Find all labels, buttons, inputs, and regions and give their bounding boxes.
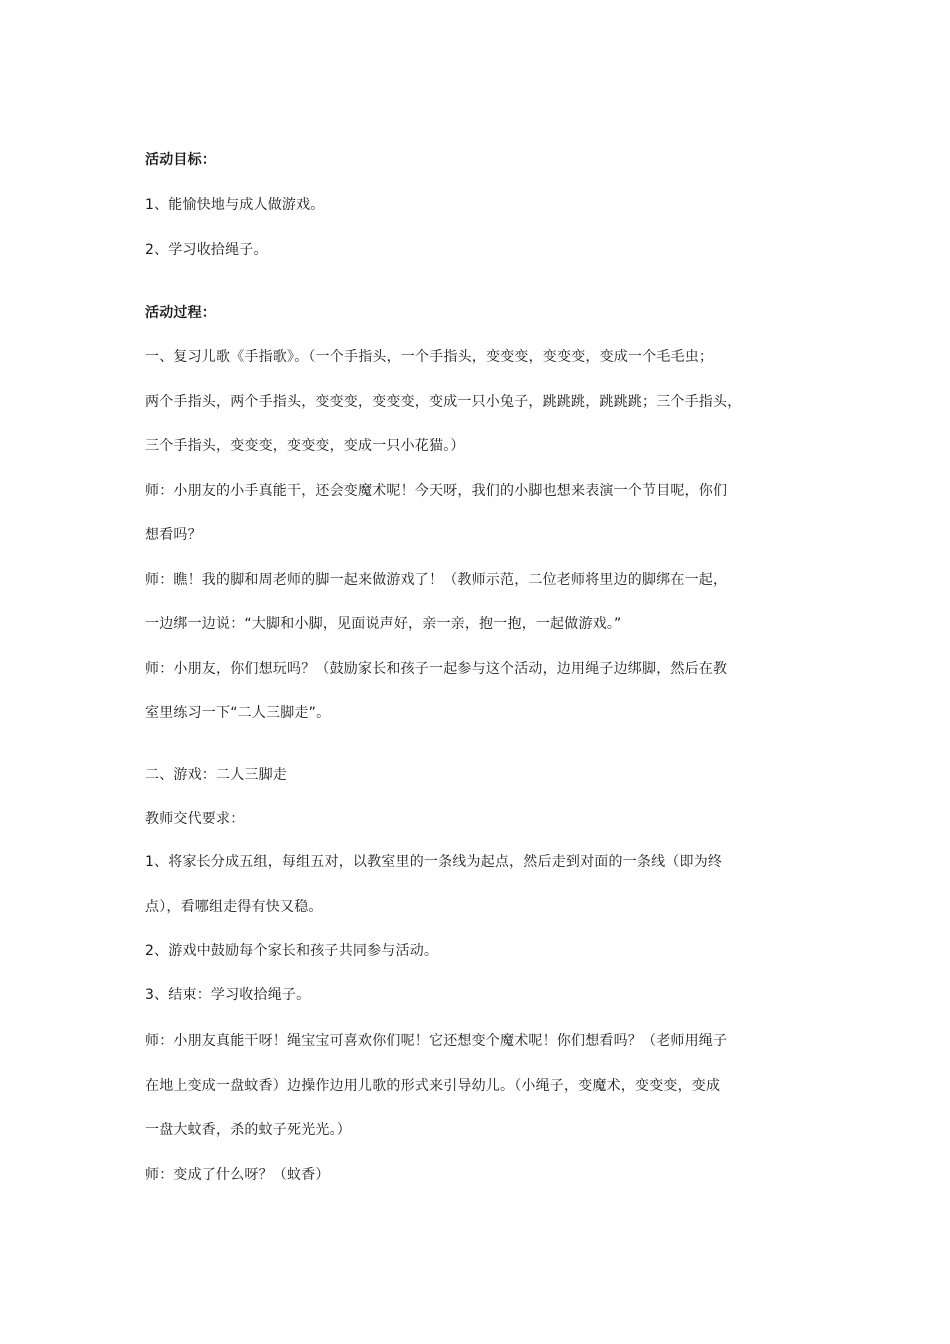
goal-item: 1、能愉快地与成人做游戏。 bbox=[145, 197, 325, 213]
process-line: 一、复习儿歌《手指歌》。（一个手指头，一个手指头，变变变，变变变，变成一个毛毛虫； bbox=[145, 349, 714, 365]
process-line: 两个手指头，两个手指头，变变变，变变变，变成一只小兔子，跳跳跳，跳跳跳；三个手指头， bbox=[145, 394, 742, 410]
game-line: 师：变成了什么呀？（蚊香） bbox=[145, 1167, 330, 1183]
game-line: 2、游戏中鼓励每个家长和孩子共同参与活动。 bbox=[145, 943, 439, 959]
game-line: 一盘大蚊香，杀的蚊子死光光。） bbox=[145, 1122, 351, 1138]
process-line: 想看吗？ bbox=[145, 527, 202, 543]
process-line: 师：小朋友的小手真能干，还会变魔术呢！今天呀，我们的小脚也想来表演一个节目呢，你们 bbox=[145, 483, 728, 499]
process-line: 三个手指头，变变变，变变变，变成一只小花猫。） bbox=[145, 438, 465, 454]
game-line: 1、将家长分成五组，每组五对，以教室里的一条线为起点，然后走到对面的一条线（即为终 bbox=[145, 854, 723, 870]
game-line: 点），看哪组走得有快又稳。 bbox=[145, 899, 323, 915]
game-line: 二、游戏：二人三脚走 bbox=[145, 767, 287, 783]
game-line: 教师交代要求： bbox=[145, 811, 245, 827]
game-line: 3、结束：学习收拾绳子。 bbox=[145, 987, 311, 1003]
process-line: 室里练习一下“二人三脚走”。 bbox=[145, 705, 331, 721]
process-line: 师：瞧！我的脚和周老师的脚一起来做游戏了！（教师示范，二位老师将里边的脚绑在一起， bbox=[145, 572, 728, 588]
process-line: 师：小朋友，你们想玩吗？（鼓励家长和孩子一起参与这个活动，边用绳子边绑脚，然后在教 bbox=[145, 661, 728, 677]
game-line: 在地上变成一盘蚊香）边操作边用儿歌的形式来引导幼儿。（小绳子，变魔术，变变变，变成 bbox=[145, 1078, 721, 1094]
goal-item: 2、学习收拾绳子。 bbox=[145, 242, 268, 258]
process-heading: 活动过程： bbox=[145, 305, 216, 321]
process-line: 一边绑一边说：“大脚和小脚，见面说声好，亲一亲，抱一抱，一起做游戏。” bbox=[145, 616, 622, 632]
game-line: 师：小朋友真能干呀！绳宝宝可喜欢你们呢！它还想变个魔术呢！你们想看吗？（老师用绳子 bbox=[145, 1033, 728, 1049]
goals-heading: 活动目标： bbox=[145, 152, 216, 168]
